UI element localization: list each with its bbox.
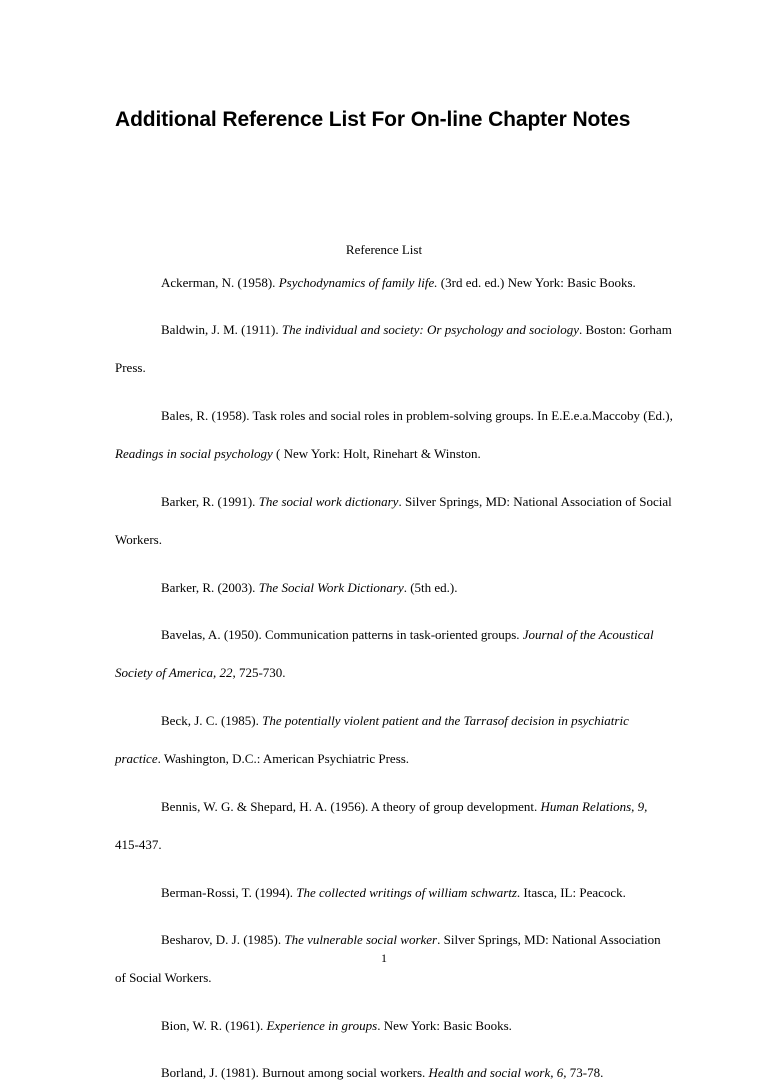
reference-line [115,1062,655,1083]
reference-text: Press. [115,360,146,375]
reference-text: . Itasca, IL: Peacock. [516,885,626,900]
reference-title: Society of America, 22, [115,665,236,680]
reference-text: Workers. [115,532,162,547]
reference-title: Experience in groups [266,1018,378,1033]
reference-title: Human Relations, 9, [540,799,648,814]
reference-line [115,967,655,988]
reference-text: 725-730. [235,665,286,680]
reference-text: ( New York: Holt, Rinehart & Winston. [272,446,481,461]
reference-line [115,710,655,731]
reference-text: Bennis, W. G. & Shepard, H. A. (1956). A theory of group development. [161,799,541,814]
reference-entry [115,624,655,683]
reference-text: Bavelas, A. (1950). Communication patterns in task-oriented groups. [161,627,523,642]
reference-text: Beck, J. C. (1985). [161,713,263,728]
reference-entry [115,882,655,903]
reference-entry [115,577,655,598]
reference-line [115,443,655,464]
reference-entry [115,272,655,293]
reference-text: Bion, W. R. (1961). [161,1018,267,1033]
reference-line [115,1015,655,1036]
reference-list-heading: Reference List [345,242,423,257]
reference-title: The Social Work Dictionary [258,580,404,595]
page-number: 1 [381,951,387,965]
reference-title: Journal of the Acoustical [522,627,654,642]
reference-line [115,491,672,512]
reference-text: 73-78. [566,1065,604,1080]
reference-text: Barker, R. (1991). [161,494,259,509]
reference-text: Borland, J. (1981). Burnout among social workers. [161,1065,429,1080]
reference-line [115,624,655,645]
reference-text: of Social Workers. [115,970,212,985]
reference-text: . Washington, D.C.: American Psychiatric Press. [157,751,410,766]
reference-title: The individual and society: Or psychology and sociology [281,322,579,337]
reference-text: . Boston: Gorham [579,322,672,337]
reference-line [115,662,655,683]
reference-text: . New York: Basic Books. [377,1018,512,1033]
reference-text: . (5th ed.). [403,580,458,595]
reference-text: . Silver Springs, MD: National Association of Social [398,494,672,509]
reference-line [115,319,672,340]
reference-text: . Silver Springs, MD: National Association [437,932,661,947]
reference-line [115,882,655,903]
reference-title: The vulnerable social worker [284,932,438,947]
reference-entry [115,796,655,855]
reference-text: 415-437. [115,837,162,852]
reference-text: Berman-Rossi, T. (1994). [161,885,297,900]
reference-line [115,357,655,378]
reference-title: Psychodynamics of family life. [278,275,438,290]
reference-title: The social work dictionary [258,494,399,509]
reference-entry [115,491,672,550]
reference-title: Health and social work, 6, [428,1065,567,1080]
reference-line [115,405,673,426]
reference-title: practice [115,751,158,766]
reference-line [115,748,655,769]
reference-text: Ackerman, N. (1958). [161,275,279,290]
reference-line [115,577,655,598]
reference-entry [115,319,672,378]
reference-line [115,529,655,550]
reference-line [115,272,655,293]
reference-text: Bales, R. (1958). Task roles and social roles in problem-solving groups. In E.E.e.a.Maccoby (Ed.), [161,408,673,423]
reference-title: The collected writings of william schwartz [296,885,517,900]
reference-text: Baldwin, J. M. (1911). [161,322,282,337]
reference-text: Besharov, D. J. (1985). [161,932,285,947]
reference-line [115,929,661,950]
reference-entry [115,1062,655,1083]
reference-entry [115,710,655,769]
page-title: Additional Reference List For On-line Chapter Notes [115,108,631,131]
reference-entry [115,1015,655,1036]
reference-line [115,834,655,855]
reference-text: Barker, R. (2003). [161,580,259,595]
reference-text: (3rd ed. ed.) New York: Basic Books. [437,275,636,290]
reference-line [115,796,655,817]
reference-title: The potentially violent patient and the Tarrasof decision in psychiatric [262,713,629,728]
reference-entry [115,405,673,464]
reference-title: Readings in social psychology [115,446,273,461]
